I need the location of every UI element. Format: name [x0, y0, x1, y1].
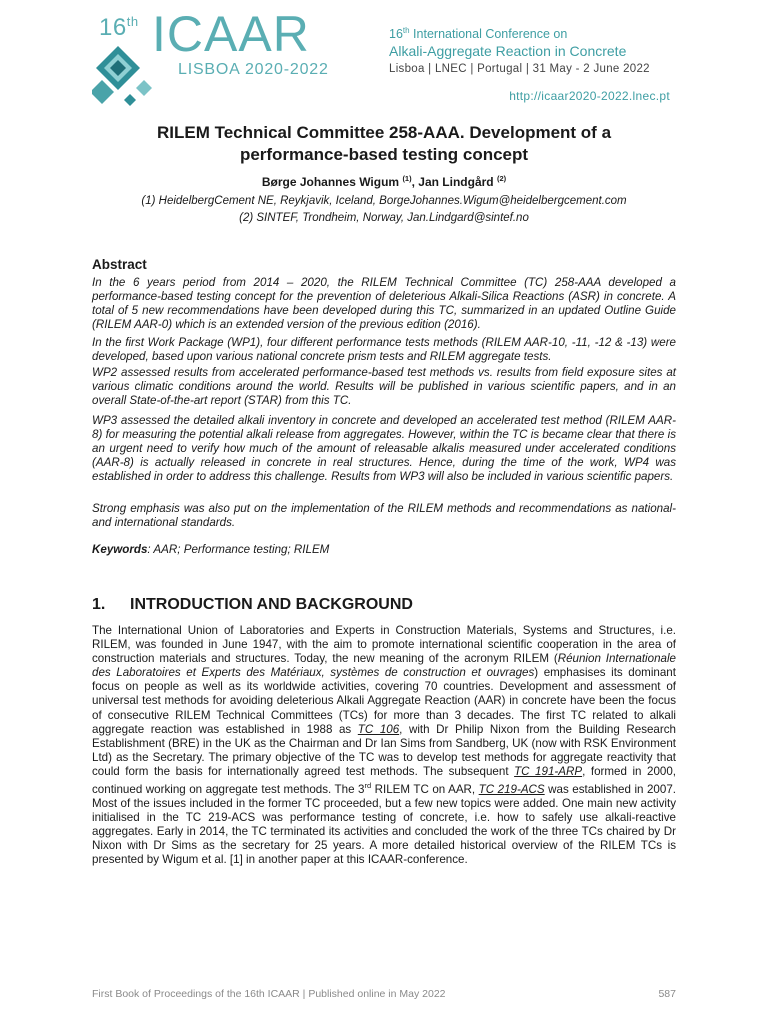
intro-paragraph: The International Union of Laboratories and Experts in Construction Materials, Systems and Structures, i.e. RILEM, was founded in June 1947, with the aim to promote international scientific cooperation in the area of construction materials and structures. Today, the new meaning of the acronym RILEM (Réunion Internationale des Laboratoires et Experts des Matériaux, systèmes de construction et ouvrages) emphasises its dominant focus on people as well as its worldwide activities, covering 70 countries. Development and assessment of universal test methods for avoiding deleterious Alkali Aggregate Reaction (AAR) in concrete have been the focus of consecutive RILEM Technical Committees (TCs) for more than 3 decades. The first TC related to alkali aggregate reaction was established in 1988 as TC 106, with Dr Philip Nixon from the Building Research Establishment (BRE) in the UK as the Chairman and Dr Ian Sims from Sandberg, UK (now with RSK Environment Ltd) as the Secretary. The primary objective of the TC was to develop test methods for aggregate reactivity that could form the basis for internationally agreed test methods. The subsequent TC 191-ARP, formed in 2000, continued working on aggregate test methods. The 3rd RILEM TC on AAR, TC 219-ACS was established in 2007. Most of the issues included in the former TC proceeded, but a few new topics were added. One main new activity initialised in the TC 219-ACS was performance testing of concrete, i.e. how to safely use alkali-reactive aggregates. Early in 2014, the TC terminated its activities and concluded the work of the three TCs chaired by Dr Nixon with Dr Sims as the secretary for 25 years. A more detailed historical overview of the RILEM TCs is presented by Wigum et al. [1] in another paper at this ICAAR-conference. — [92, 624, 677, 867]
conference-line-1: 16th International Conference on — [389, 26, 568, 42]
affiliation-1: (1) HeidelbergCement NE, Reykjavik, Iceland, BorgeJohannes.Wigum@heidelbergcement.com — [141, 195, 627, 207]
page-header — [0, 0, 768, 110]
affiliation-2: (2) SINTEF, Trondheim, Norway, Jan.Lindgard@sintef.no — [239, 212, 529, 224]
logo-diamond-icon — [92, 44, 172, 114]
abstract-paragraph-3: WP2 assessed results from accelerated performance-based test methods vs. results from field exposure sites at various climatic conditions around the world. Results will be published in various scientific papers, and in an overall State-of-the-art report (STAR) from this TC. — [92, 366, 676, 408]
authors: Børge Johannes Wigum $^{(1)}$, Jan Lindgård $^{(2)}$ — [261, 174, 507, 189]
abstract-paragraph-4: WP3 assessed the detailed alkali inventory in concrete and developed an accelerated test method (RILEM AAR-8) for measuring the potential alkali release from aggregates. However, within the TC is became clear that there is an urgent need to verify how much of the amount of releasable alkalis measured under accelerated conditions (AAR-8) is actually released in concrete in real structures. Hence, during the time of the work, WP4 was established in order to address this challenge. Results from WP3 will also be included in various scientific papers. — [92, 414, 676, 484]
page-number: 587 — [658, 988, 676, 1000]
tc-191-arp-link[interactable]: TC 191-ARP — [514, 764, 583, 778]
abstract-paragraph-2: In the first Work Package (WP1), four different performance tests methods (RILEM AAR-10, -11, -12 & -13) were developed, based upon various national concrete prism tests and RILEM aggregate tests. — [92, 336, 676, 364]
conference-url-link[interactable]: http://icaar2020-2022.lnec.pt — [509, 89, 670, 103]
abstract-paragraph-5: Strong emphasis was also put on the implementation of the RILEM methods and recommendations as national- and international standards. — [92, 502, 676, 530]
abstract-paragraph-1: In the 6 years period from 2014 – 2020, the RILEM Technical Committee (TC) 258-AAA developed a performance-based testing concept for the prevention of deleterious Alkali-Silica Reactions (ASR) in concrete. A total of 5 new recommendations have been developed during this TC, summarized in an updated Outline Guide (RILEM AAR-0) which is an extended version of the previous edition (2016). — [92, 276, 676, 332]
paper-title: RILEM Technical Committee 258-AAA. Development of a performance-based testing concept — [156, 123, 612, 164]
keywords: Keywords: AAR; Performance testing; RILEM — [92, 543, 330, 556]
tc-106-link[interactable]: TC 106 — [357, 722, 400, 736]
logo-subtitle: LISBOA 2020-2022 — [178, 61, 329, 78]
abstract-heading: Abstract — [92, 257, 147, 272]
footer-text: First Book of Proceedings of the 16th ICAAR | Published online in May 2022 — [92, 988, 446, 1000]
logo-number: 16th — [99, 14, 139, 41]
conference-line-3: Lisboa | LNEC | Portugal | 31 May - 2 June 2022 — [389, 63, 650, 75]
logo-title: ICAAR — [152, 6, 310, 62]
conference-line-2: Alkali-Aggregate Reaction in Concrete — [389, 43, 627, 59]
tc-219-acs-link[interactable]: TC 219-ACS — [478, 782, 545, 796]
section-heading: 1. INTRODUCTION AND BACKGROUND — [92, 596, 413, 613]
